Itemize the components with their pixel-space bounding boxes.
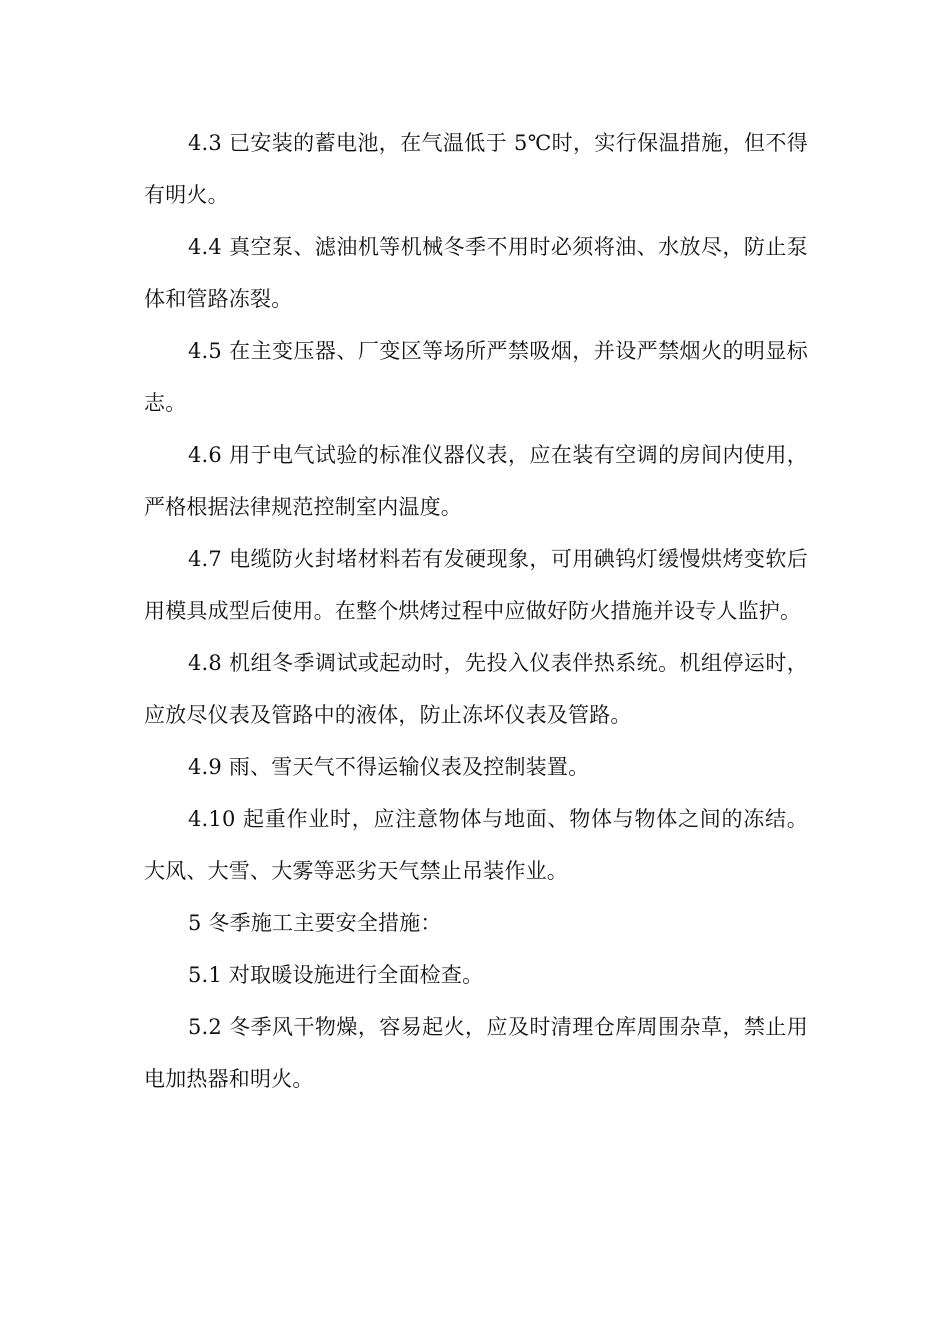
paragraph-4-6: 4.6 用于电气试验的标准仪器仪表，应在装有空调的房间内使用，严格根据法律规范控制室内温度。 xyxy=(144,443,808,519)
paragraph-4-5: 4.5 在主变压器、厂变区等场所严禁吸烟，并设严禁烟火的明显标志。 xyxy=(144,339,808,415)
section-heading-5: 5 冬季施工主要安全措施： xyxy=(188,911,442,935)
paragraph-4-8: 4.8 机组冬季调试或起动时，先投入仪表伴热系统。机组停运时，应放尽仪表及管路中的液体，防止冻坏仪表及管路。 xyxy=(144,651,808,727)
paragraph-5-2: 5.2 冬季风干物燥，容易起火，应及时清理仓库周围杂草，禁止用电加热器和明火。 xyxy=(144,1015,808,1091)
paragraph-4-10: 4.10 起重作业时，应注意物体与地面、物体与物体之间的冻结。大风、大雪、大雾等恶劣天气禁止吊装作业。 xyxy=(144,807,808,883)
paragraph-4-7: 4.7 电缆防火封堵材料若有发硬现象，可用碘钨灯缓慢烘烤变软后用模具成型后使用。在整个烘烤过程中应做好防火措施并设专人监护。 xyxy=(144,547,808,623)
paragraph-5-1: 5.1 对取暖设施进行全面检查。 xyxy=(188,963,484,987)
paragraph-4-3: 4.3 已安装的蓄电池，在气温低于 5℃时，实行保温措施，但不得有明火。 xyxy=(144,131,808,207)
document-body xyxy=(144,117,808,1105)
paragraph-4-4: 4.4 真空泵、滤油机等机械冬季不用时必须将油、水放尽，防止泵体和管路冻裂。 xyxy=(144,235,808,311)
paragraph-4-9: 4.9 雨、雪天气不得运输仪表及控制装置。 xyxy=(188,755,590,779)
